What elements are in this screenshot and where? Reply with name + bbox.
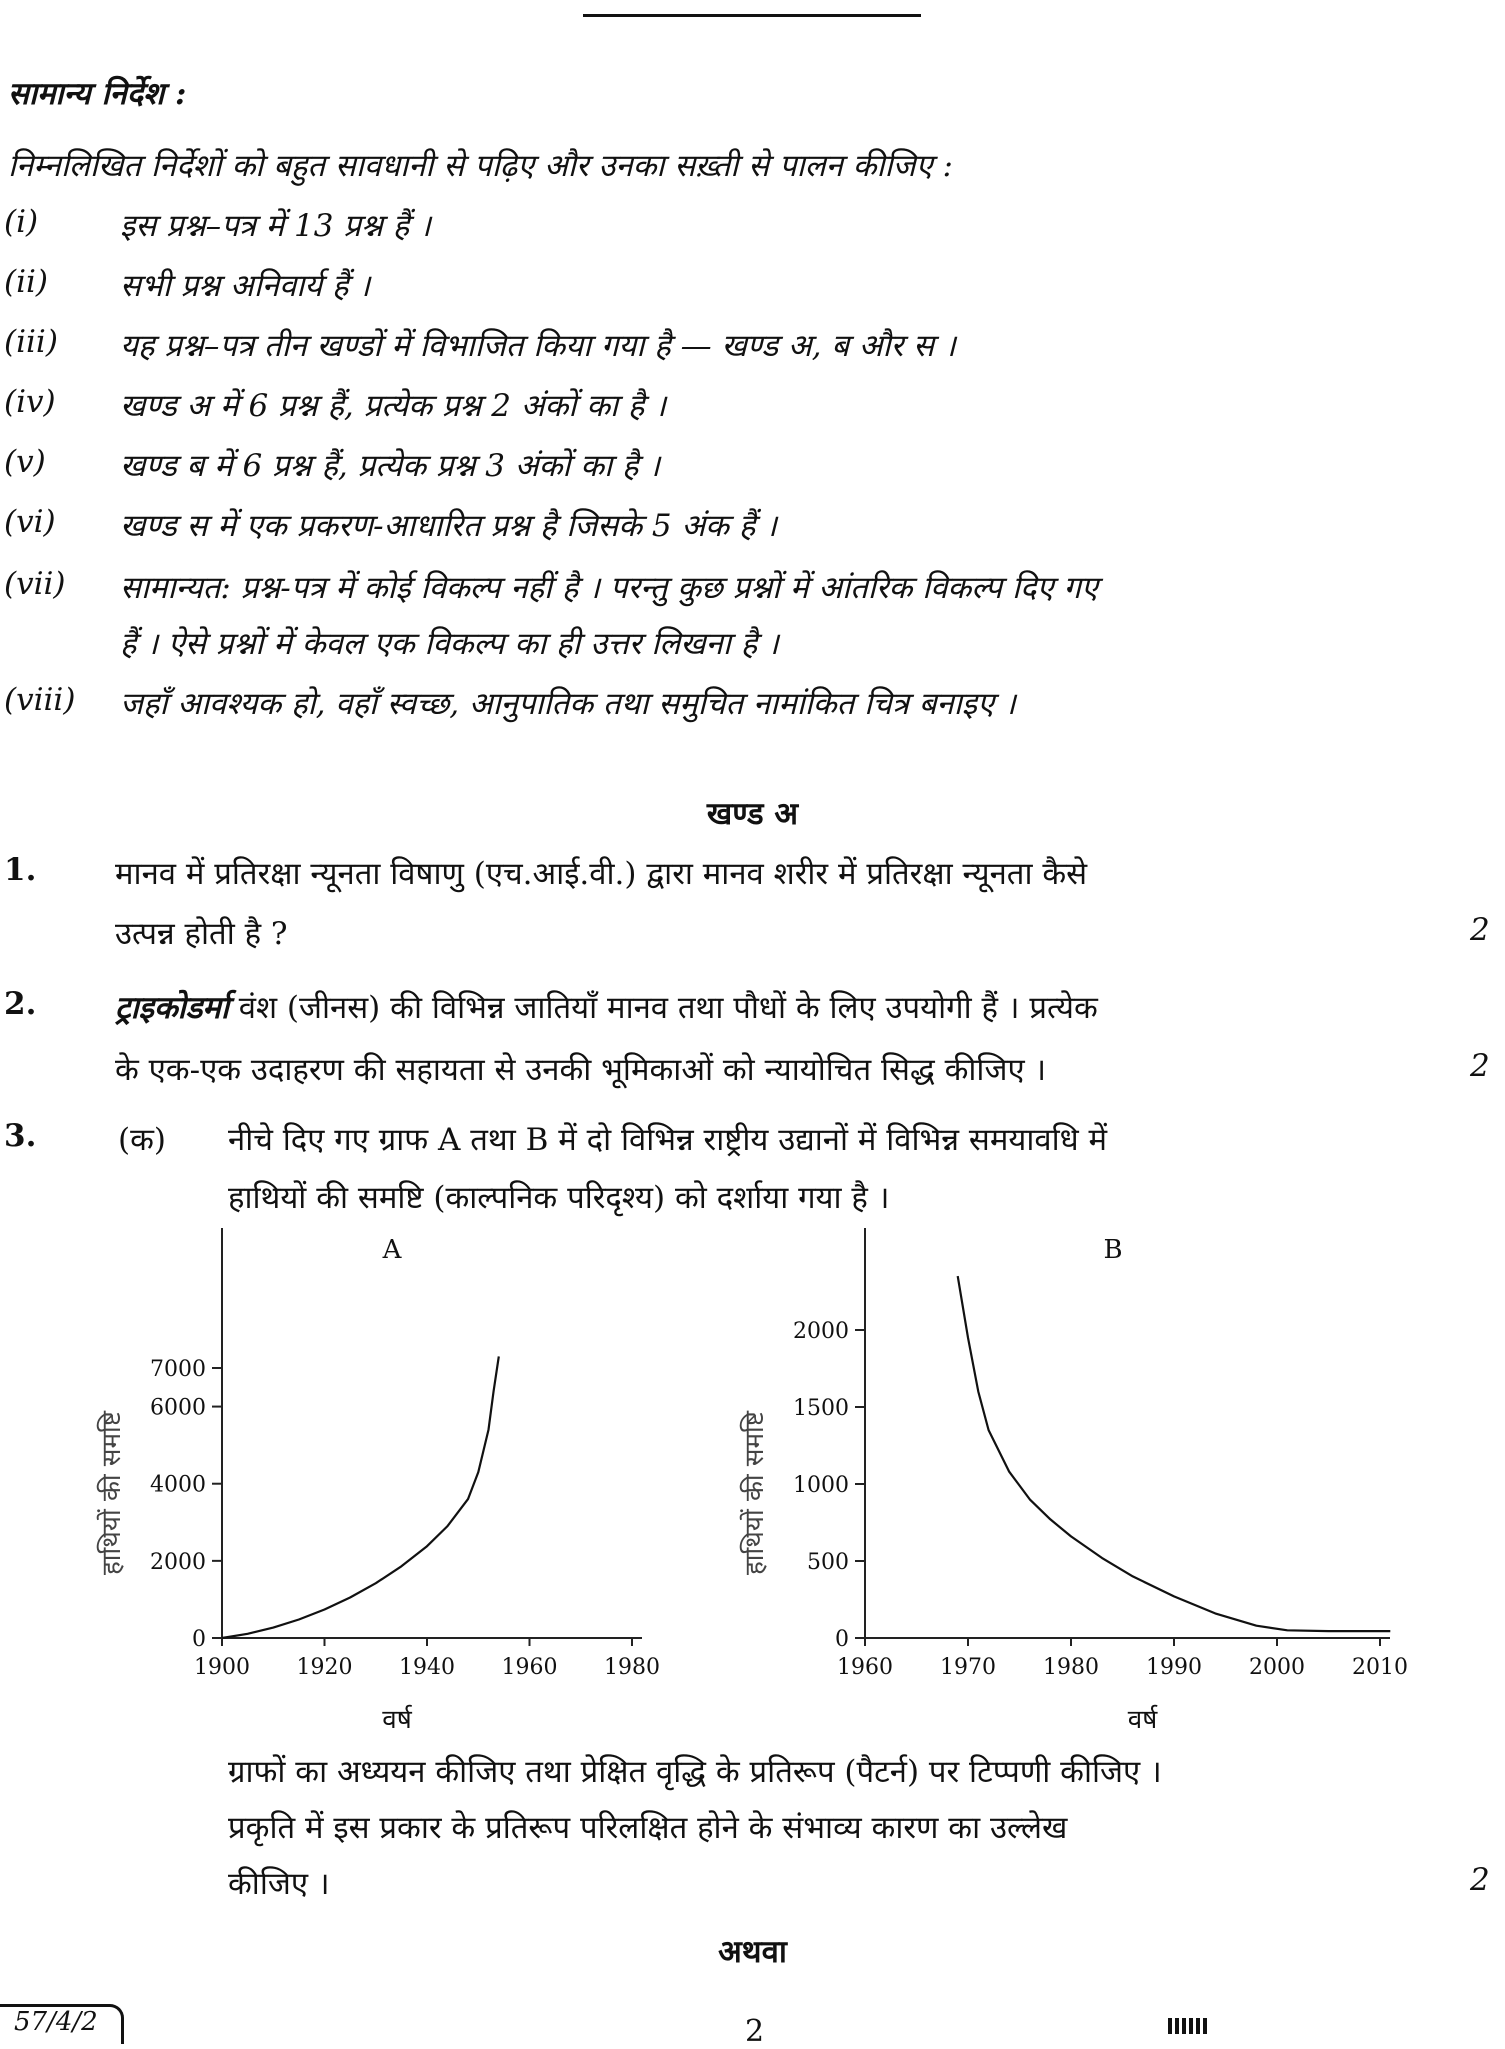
x-tick-label: 2010 xyxy=(1352,1655,1408,1680)
instruction-text-continued: हैं । ऐसे प्रश्नों में केवल एक विकल्प का ही उत्तर लिखना है । xyxy=(120,626,779,662)
instruction-number: (i) xyxy=(4,204,39,240)
question-text: के एक-एक उदाहरण की सहायता से उनकी भूमिकाओं को न्यायोचित सिद्ध कीजिए । xyxy=(115,1052,1047,1088)
instruction-number: (vi) xyxy=(4,504,56,540)
y-axis-label: हाथियों की समष्टि xyxy=(97,1411,127,1575)
instruction-number: (vii) xyxy=(4,566,66,602)
instruction-text: सामान्यत: प्रश्न-पत्र में कोई विकल्प नहीं है । परन्तु कुछ प्रश्नों में आंतरिक विकल्प दिए गए xyxy=(120,570,1099,606)
paper-code: 57/4/2 xyxy=(0,2004,124,2044)
qr-code-icon xyxy=(1168,2018,1208,2034)
general-instructions-heading: सामान्य निर्देश : xyxy=(8,76,187,112)
question-text: कीजिए । xyxy=(228,1866,330,1902)
instructions-intro: निम्नलिखित निर्देशों को बहुत सावधानी से पढ़िए और उनका सख़्ती से पालन कीजिए : xyxy=(8,148,953,184)
y-tick-label: 2000 xyxy=(793,1319,849,1344)
y-tick-label: 1000 xyxy=(793,1473,849,1498)
chart-title: A xyxy=(382,1235,402,1265)
x-tick-label: 1990 xyxy=(1146,1655,1202,1680)
question-text: हाथियों की समष्टि (काल्पनिक परिदृश्य) को दर्शाया गया है । xyxy=(228,1180,890,1216)
question-number: 1. xyxy=(4,852,37,888)
x-tick-label: 1900 xyxy=(194,1655,250,1680)
y-axis-label: हाथियों की समष्टि xyxy=(740,1411,770,1575)
instruction-number: (iii) xyxy=(4,324,58,360)
instruction-number: (v) xyxy=(4,444,46,480)
x-tick-label: 1920 xyxy=(296,1655,353,1680)
y-tick-label: 0 xyxy=(835,1627,849,1652)
instruction-text: जहाँ आवश्यक हो, वहाँ स्वच्छ, आनुपातिक तथा समुचित नामांकित चित्र बनाइए । xyxy=(120,686,1016,722)
question-text: ग्राफों का अध्ययन कीजिए तथा प्रेक्षित वृद्धि के प्रतिरूप (पैटर्न) पर टिप्पणी कीजिए । xyxy=(228,1754,1162,1790)
instruction-text: खण्ड ब में 6 प्रश्न हैं, प्रत्येक प्रश्न 3 अंकों का है । xyxy=(120,448,661,484)
x-axis-label: वर्ष xyxy=(1127,1705,1158,1730)
y-tick-label: 2000 xyxy=(150,1549,206,1575)
x-tick-label: 1980 xyxy=(1043,1655,1099,1680)
marks: 2 xyxy=(1470,1048,1490,1084)
question-text-rest: वंश (जीनस) की विभिन्न जातियाँ मानव तथा पौधों के लिए उपयोगी हैं । प्रत्येक xyxy=(228,990,1098,1026)
question-number: 2. xyxy=(4,986,37,1022)
instruction-text: यह प्रश्न–पत्र तीन खण्डों में विभाजित किया गया है — खण्ड अ, ब और स । xyxy=(120,328,956,364)
instruction-text: सभी प्रश्न अनिवार्य हैं । xyxy=(120,268,371,304)
y-tick-label: 7000 xyxy=(150,1357,206,1382)
instruction-text: खण्ड स में एक प्रकरण-आधारित प्रश्न है जिसके 5 अंक हैं । xyxy=(120,508,777,544)
y-tick-label: 0 xyxy=(192,1627,206,1652)
x-tick-label: 1960 xyxy=(837,1655,893,1680)
y-tick-label: 6000 xyxy=(150,1395,206,1421)
instruction-number: (ii) xyxy=(4,264,49,300)
x-tick-label: 1940 xyxy=(399,1655,455,1680)
instruction-number: (viii) xyxy=(4,682,76,718)
marks: 2 xyxy=(1470,912,1490,948)
y-tick-label: 4000 xyxy=(150,1472,206,1498)
question-number: 3. xyxy=(4,1118,37,1154)
x-tick-label: 1980 xyxy=(604,1655,660,1680)
x-tick-label: 1970 xyxy=(940,1655,996,1680)
elephant-population-graphs xyxy=(0,1210,1505,1730)
instruction-text: खण्ड अ में 6 प्रश्न हैं, प्रत्येक प्रश्न 2 अंकों का है । xyxy=(120,388,666,424)
question-text: मानव में प्रतिरक्षा न्यूनता विषाणु (एच.आई.वी.) द्वारा मानव शरीर में प्रतिरक्षा न्यूनता कैसे xyxy=(115,856,1088,892)
population-curve xyxy=(222,1356,499,1638)
question-text: प्रकृति में इस प्रकार के प्रतिरूप परिलक्षित होने के संभाव्य कारण का उल्लेख xyxy=(228,1810,1068,1846)
x-axis-label: वर्ष xyxy=(382,1705,412,1730)
population-curve xyxy=(958,1276,1391,1631)
section-a-heading: खण्ड अ xyxy=(706,796,799,832)
question-text: उत्पन्न होती है ? xyxy=(115,916,288,952)
page-number: 2 xyxy=(745,2014,765,2049)
x-tick-label: 1960 xyxy=(501,1655,558,1680)
instruction-number: (iv) xyxy=(4,384,56,420)
chart-title: B xyxy=(1103,1235,1123,1265)
question-text xyxy=(115,986,1098,1028)
top-rule xyxy=(583,14,921,17)
sub-question-label: (क) xyxy=(118,1122,166,1158)
x-tick-label: 2000 xyxy=(1249,1655,1305,1680)
question-text: नीचे दिए गए ग्राफ A तथा B में दो विभिन्न राष्ट्रीय उद्यानों में विभिन्न समयावधि में xyxy=(228,1122,1108,1158)
genus-name: ट्राइकोडर्मा xyxy=(115,990,229,1026)
or-label: अथवा xyxy=(718,1934,787,1970)
instruction-text: इस प्रश्न–पत्र में 13 प्रश्न हैं । xyxy=(120,208,431,244)
marks: 2 xyxy=(1470,1862,1490,1898)
y-tick-label: 1500 xyxy=(793,1396,849,1421)
y-tick-label: 500 xyxy=(807,1550,849,1575)
